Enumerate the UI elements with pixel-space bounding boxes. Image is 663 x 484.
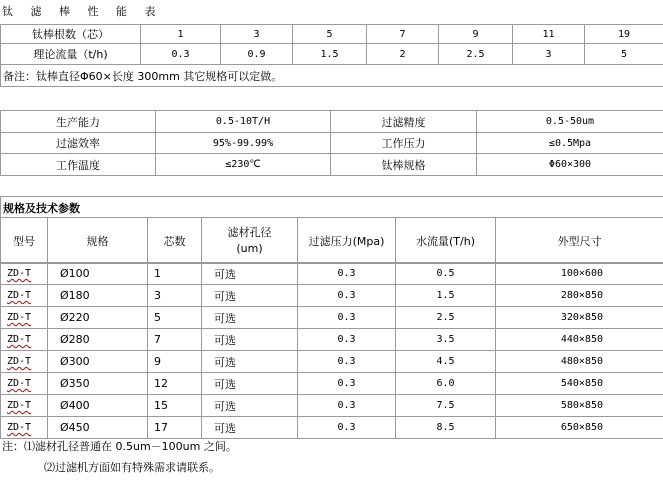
parameter-value: ≤230℃ — [156, 154, 331, 176]
dimensions-cell: 540×850 — [496, 373, 663, 395]
model-cell: ZD-T — [1, 307, 48, 329]
pore-size-cell: 可选 — [202, 329, 298, 351]
model-cell: ZD-T — [1, 351, 48, 373]
table-cell: 5 — [293, 25, 367, 44]
table-cell: 1.5 — [293, 44, 367, 65]
cores-cell: 1 — [148, 263, 202, 285]
flow-cell: 7.5 — [396, 395, 496, 417]
row-label: 理论流量（t/h) — [1, 44, 141, 65]
performance-row-count — [1, 25, 663, 44]
table-cell: 1 — [141, 25, 221, 44]
flow-cell: 8.5 — [396, 417, 496, 439]
flow-cell: 6.0 — [396, 373, 496, 395]
spec-note-2: ⑵过滤机方面如有特殊需求请联系。 — [44, 461, 220, 474]
pressure-cell: 0.3 — [298, 395, 396, 417]
parameter-label: 工作温度 — [1, 154, 156, 176]
model-cell: ZD-T — [1, 285, 48, 307]
spec-title-box — [0, 196, 663, 217]
table-row — [1, 351, 663, 373]
table-cell: 7 — [367, 25, 439, 44]
parameter-value: Φ60×300 — [477, 154, 663, 176]
parameter-row — [1, 111, 663, 133]
pressure-cell: 0.3 — [298, 263, 396, 285]
cores-cell: 5 — [148, 307, 202, 329]
header-pore-size: 滤材孔径 (um) — [202, 218, 298, 264]
dimensions-cell: 440×850 — [496, 329, 663, 351]
parameter-table — [0, 110, 663, 176]
spec-table-title: 规格及技术参数 — [3, 202, 80, 215]
model-cell: ZD-T — [1, 395, 48, 417]
model-cell: ZD-T — [1, 329, 48, 351]
table-cell: 2.5 — [439, 44, 513, 65]
pressure-cell: 0.3 — [298, 351, 396, 373]
dimensions-cell: 280×850 — [496, 285, 663, 307]
cores-cell: 7 — [148, 329, 202, 351]
spec-cell: Ø450 — [48, 417, 148, 439]
header-flow: 水流量(T/h) — [396, 218, 496, 264]
parameter-value: ≤0.5Mpa — [477, 133, 663, 154]
spec-cell: Ø180 — [48, 285, 148, 307]
performance-table-title: 钛 滤 棒 性 能 表 — [2, 5, 163, 18]
spec-note-1: 注：⑴滤材孔径普通在 0.5um－100um 之间。 — [2, 440, 237, 453]
parameter-value: 0.5-50um — [477, 111, 663, 133]
pore-size-cell: 可选 — [202, 285, 298, 307]
row-label: 钛棒根数（芯） — [1, 25, 141, 44]
performance-table — [0, 24, 663, 87]
pressure-cell: 0.3 — [298, 329, 396, 351]
spec-cell: Ø300 — [48, 351, 148, 373]
table-cell: 3 — [221, 25, 293, 44]
table-cell: 11 — [513, 25, 585, 44]
dimensions-cell: 580×850 — [496, 395, 663, 417]
flow-cell: 1.5 — [396, 285, 496, 307]
pore-size-cell: 可选 — [202, 307, 298, 329]
table-cell: 3 — [513, 44, 585, 65]
pore-size-cell: 可选 — [202, 395, 298, 417]
table-cell: 9 — [439, 25, 513, 44]
spec-cell: Ø350 — [48, 373, 148, 395]
parameter-label: 钛棒规格 — [331, 154, 477, 176]
flow-cell: 2.5 — [396, 307, 496, 329]
spec-cell: Ø220 — [48, 307, 148, 329]
table-row — [1, 329, 663, 351]
flow-cell: 0.5 — [396, 263, 496, 285]
table-row — [1, 417, 663, 439]
model-cell: ZD-T — [1, 417, 48, 439]
performance-note-row — [1, 65, 663, 87]
spec-cell: Ø100 — [48, 263, 148, 285]
header-cores: 芯数 — [148, 218, 202, 264]
pore-size-cell: 可选 — [202, 373, 298, 395]
cores-cell: 15 — [148, 395, 202, 417]
parameter-label: 过滤效率 — [1, 133, 156, 154]
table-row — [1, 373, 663, 395]
header-pressure: 过滤压力(Mpa) — [298, 218, 396, 264]
table-cell: 2 — [367, 44, 439, 65]
header-model: 型号 — [1, 218, 48, 264]
spec-cell: Ø400 — [48, 395, 148, 417]
pressure-cell: 0.3 — [298, 285, 396, 307]
table-cell: 19 — [585, 25, 663, 44]
table-row — [1, 307, 663, 329]
spec-header-row — [1, 218, 663, 264]
dimensions-cell: 100×600 — [496, 263, 663, 285]
cores-cell: 3 — [148, 285, 202, 307]
table-row — [1, 395, 663, 417]
table-cell: 0.3 — [141, 44, 221, 65]
parameter-value: 0.5-10T/H — [156, 111, 331, 133]
pore-size-cell: 可选 — [202, 351, 298, 373]
parameter-value: 95%-99.99% — [156, 133, 331, 154]
pressure-cell: 0.3 — [298, 417, 396, 439]
model-cell: ZD-T — [1, 263, 48, 285]
table-row — [1, 285, 663, 307]
parameter-label: 过滤精度 — [331, 111, 477, 133]
pressure-cell: 0.3 — [298, 307, 396, 329]
header-dimensions: 外型尺寸 — [496, 218, 663, 264]
performance-note: 备注：钛棒直径Φ60×长度 300mm 其它规格可以定做。 — [1, 65, 663, 87]
table-cell: 5 — [585, 44, 663, 65]
cores-cell: 9 — [148, 351, 202, 373]
parameter-row — [1, 133, 663, 154]
parameter-row — [1, 154, 663, 176]
table-cell: 0.9 — [221, 44, 293, 65]
table-row — [1, 263, 663, 285]
cores-cell: 12 — [148, 373, 202, 395]
model-cell: ZD-T — [1, 373, 48, 395]
header-spec: 规格 — [48, 218, 148, 264]
dimensions-cell: 480×850 — [496, 351, 663, 373]
pore-size-cell: 可选 — [202, 417, 298, 439]
dimensions-cell: 320×850 — [496, 307, 663, 329]
pressure-cell: 0.3 — [298, 373, 396, 395]
flow-cell: 3.5 — [396, 329, 496, 351]
spec-table-body — [0, 262, 663, 439]
cores-cell: 17 — [148, 417, 202, 439]
flow-cell: 4.5 — [396, 351, 496, 373]
dimensions-cell: 650×850 — [496, 417, 663, 439]
performance-row-flow — [1, 44, 663, 65]
parameter-label: 生产能力 — [1, 111, 156, 133]
parameter-label: 工作压力 — [331, 133, 477, 154]
spec-table — [0, 217, 663, 264]
pore-size-cell: 可选 — [202, 263, 298, 285]
spec-cell: Ø280 — [48, 329, 148, 351]
